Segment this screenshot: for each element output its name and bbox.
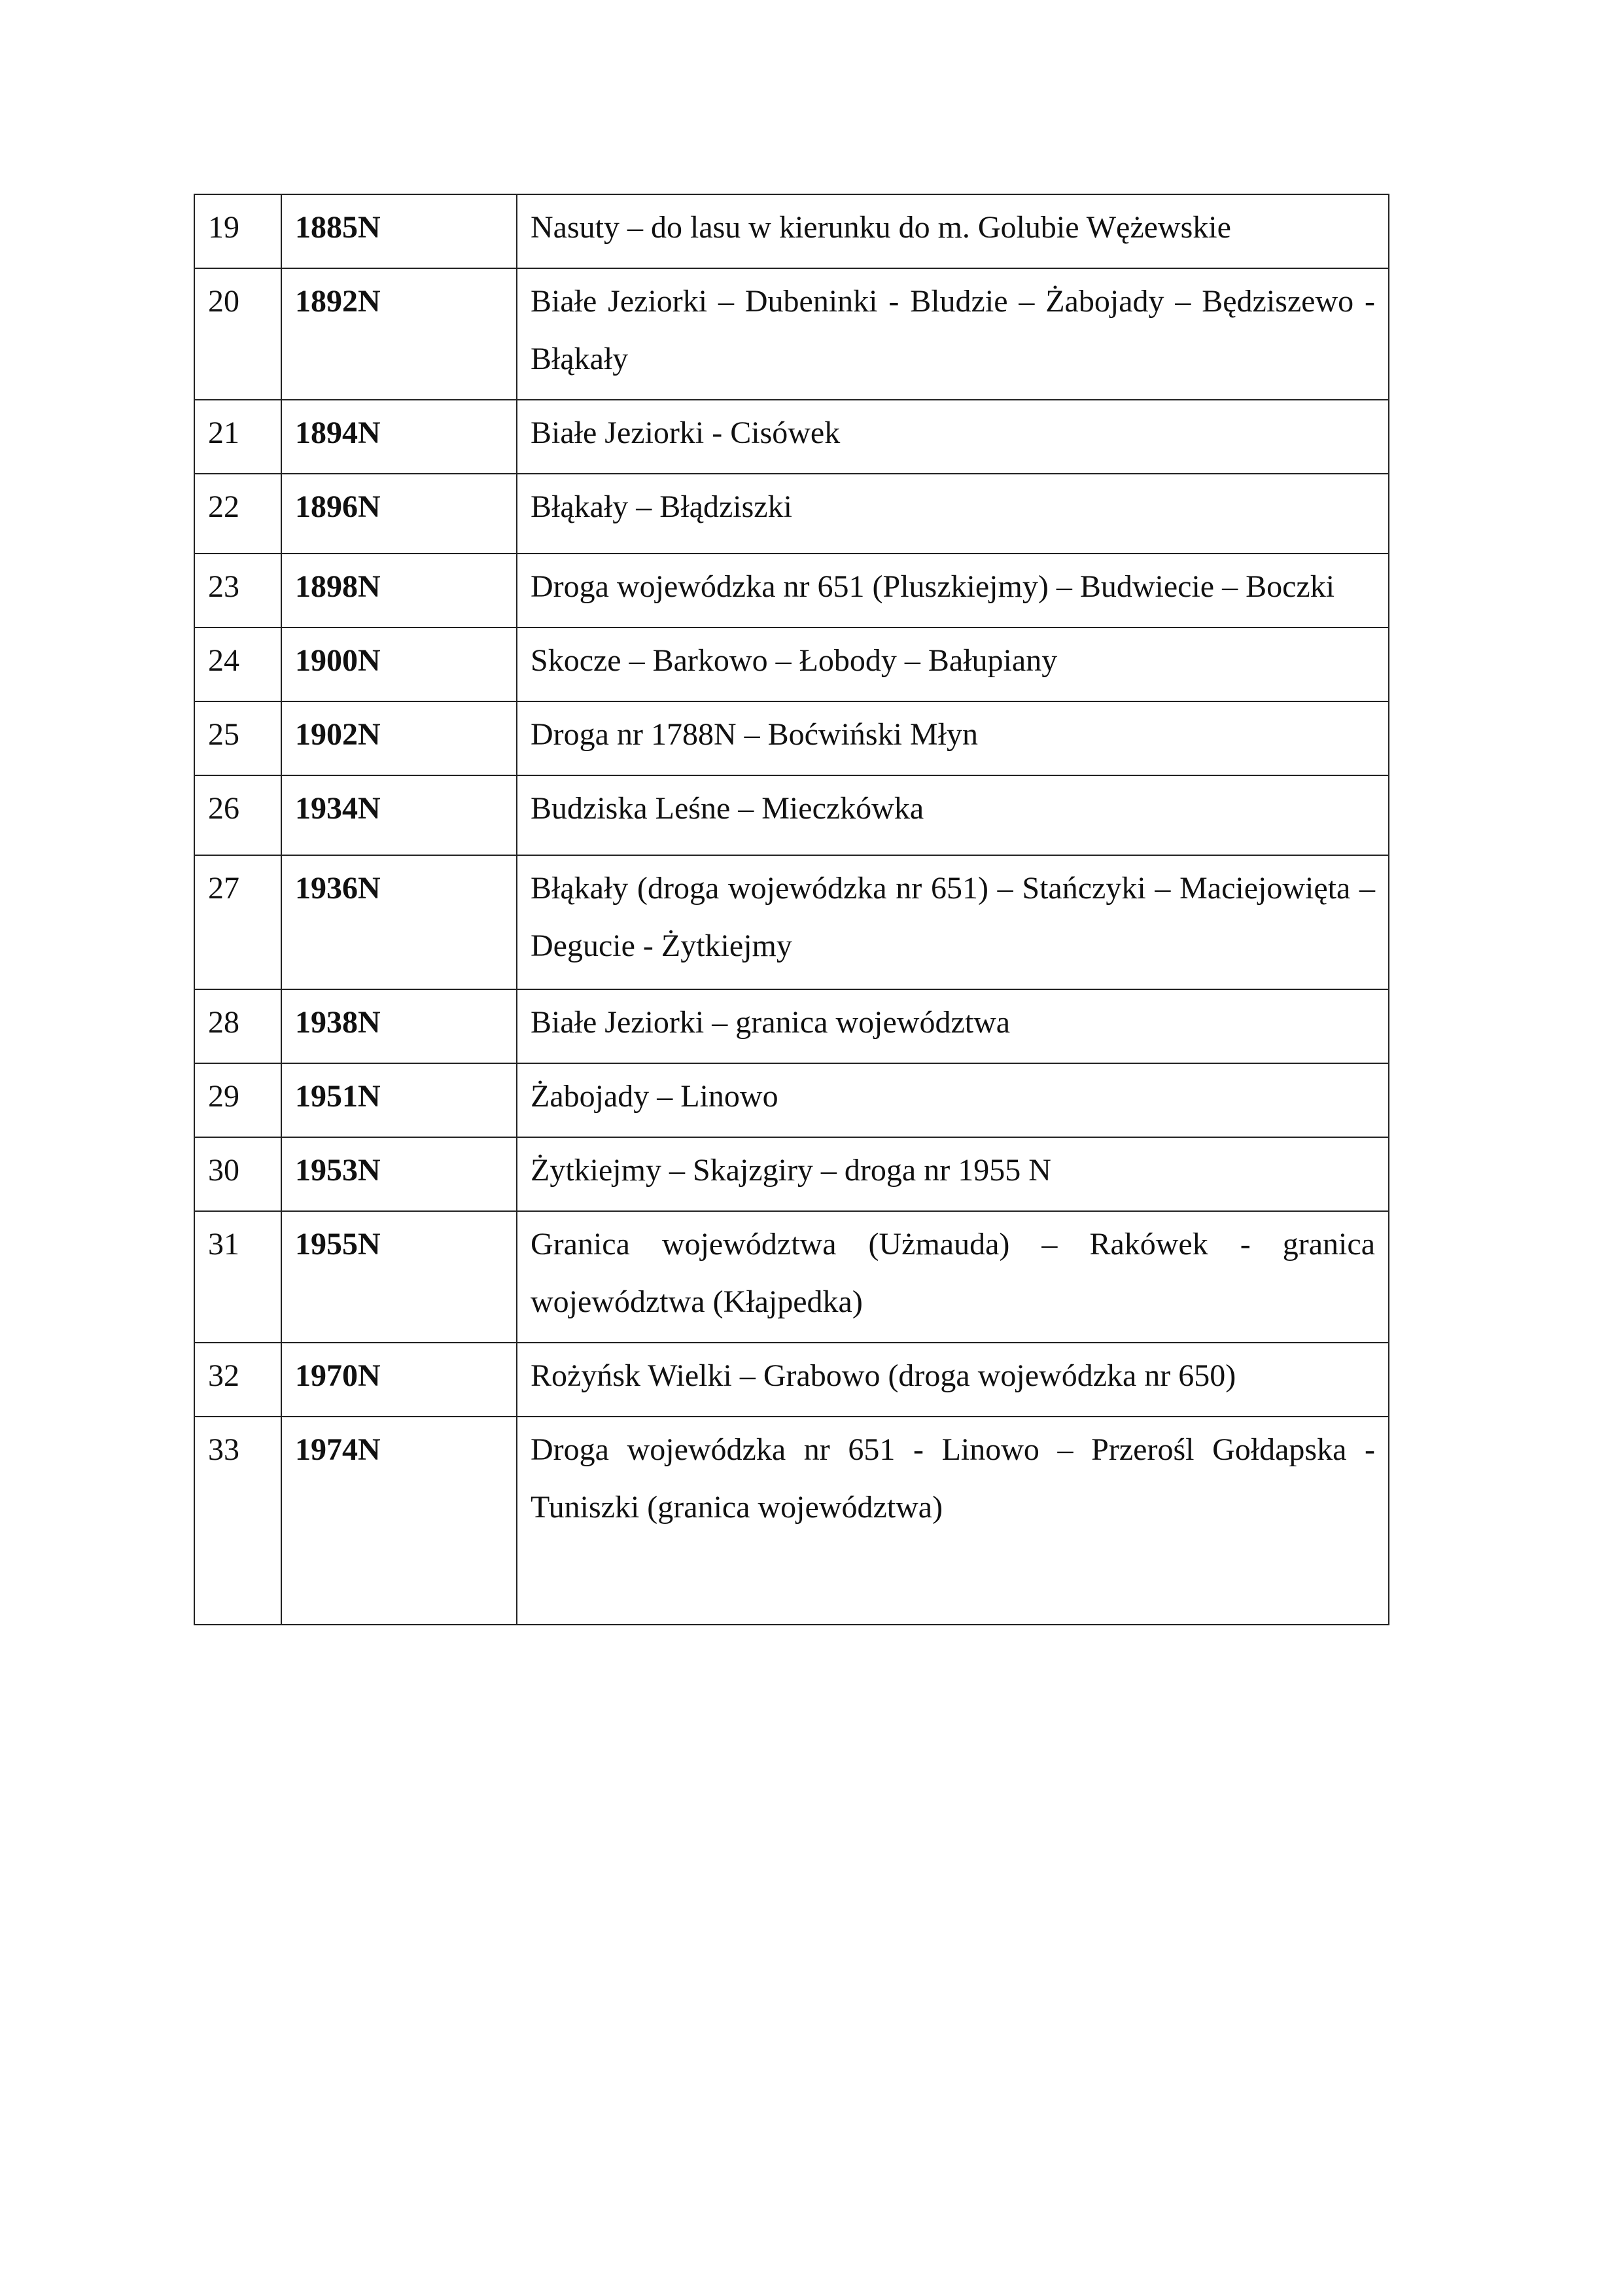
road-code: 1936N <box>281 855 517 989</box>
row-number: 33 <box>194 1417 281 1625</box>
road-description: Droga wojewódzka nr 651 - Linowo – Przerośl Gołdapska - Tuniszki (granica województwa) <box>517 1417 1389 1625</box>
table-row <box>194 1343 1389 1417</box>
road-description: Białe Jeziorki – granica województwa <box>517 989 1389 1063</box>
table-row <box>194 194 1389 268</box>
table-row <box>194 989 1389 1063</box>
row-number: 22 <box>194 474 281 554</box>
road-code: 1896N <box>281 474 517 554</box>
road-code: 1894N <box>281 400 517 474</box>
table-row <box>194 400 1389 474</box>
road-code: 1938N <box>281 989 517 1063</box>
table-row <box>194 268 1389 400</box>
table-row <box>194 474 1389 554</box>
row-number: 29 <box>194 1063 281 1137</box>
road-description: Błąkały (droga wojewódzka nr 651) – Stańczyki – Maciejowięta – Degucie - Żytkiejmy <box>517 855 1389 989</box>
table-row <box>194 1063 1389 1137</box>
road-table <box>194 194 1389 1625</box>
table-row <box>194 855 1389 989</box>
row-number: 24 <box>194 627 281 701</box>
table-row <box>194 1211 1389 1343</box>
road-description: Żabojady – Linowo <box>517 1063 1389 1137</box>
table-row <box>194 1417 1389 1625</box>
road-code: 1885N <box>281 194 517 268</box>
table-row <box>194 775 1389 855</box>
road-code: 1974N <box>281 1417 517 1625</box>
row-number: 32 <box>194 1343 281 1417</box>
table-row <box>194 627 1389 701</box>
row-number: 20 <box>194 268 281 400</box>
road-code: 1953N <box>281 1137 517 1211</box>
road-description: Białe Jeziorki – Dubeninki - Bludzie – Żabojady – Będziszewo - Błąkały <box>517 268 1389 400</box>
row-number: 19 <box>194 194 281 268</box>
row-number: 26 <box>194 775 281 855</box>
table-row <box>194 1137 1389 1211</box>
row-number: 27 <box>194 855 281 989</box>
road-description: Białe Jeziorki - Cisówek <box>517 400 1389 474</box>
road-description: Błąkały – Błądziszki <box>517 474 1389 554</box>
road-code: 1898N <box>281 554 517 627</box>
road-description: Nasuty – do lasu w kierunku do m. Golubie Wężewskie <box>517 194 1389 268</box>
row-number: 23 <box>194 554 281 627</box>
table-row <box>194 701 1389 775</box>
road-description: Budziska Leśne – Mieczkówka <box>517 775 1389 855</box>
row-number: 21 <box>194 400 281 474</box>
row-number: 25 <box>194 701 281 775</box>
road-code: 1900N <box>281 627 517 701</box>
road-code: 1951N <box>281 1063 517 1137</box>
row-number: 28 <box>194 989 281 1063</box>
road-description: Skocze – Barkowo – Łobody – Bałupiany <box>517 627 1389 701</box>
road-code: 1892N <box>281 268 517 400</box>
road-description: Żytkiejmy – Skajzgiry – droga nr 1955 N <box>517 1137 1389 1211</box>
road-code: 1955N <box>281 1211 517 1343</box>
row-number: 30 <box>194 1137 281 1211</box>
road-code: 1902N <box>281 701 517 775</box>
road-description: Rożyńsk Wielki – Grabowo (droga wojewódzka nr 650) <box>517 1343 1389 1417</box>
table-row <box>194 554 1389 627</box>
road-description: Granica województwa (Użmauda) – Rakówek - granica województwa (Kłajpedka) <box>517 1211 1389 1343</box>
row-number: 31 <box>194 1211 281 1343</box>
road-code: 1970N <box>281 1343 517 1417</box>
road-description: Droga nr 1788N – Boćwiński Młyn <box>517 701 1389 775</box>
road-code: 1934N <box>281 775 517 855</box>
road-description: Droga wojewódzka nr 651 (Pluszkiejmy) – Budwiecie – Boczki <box>517 554 1389 627</box>
